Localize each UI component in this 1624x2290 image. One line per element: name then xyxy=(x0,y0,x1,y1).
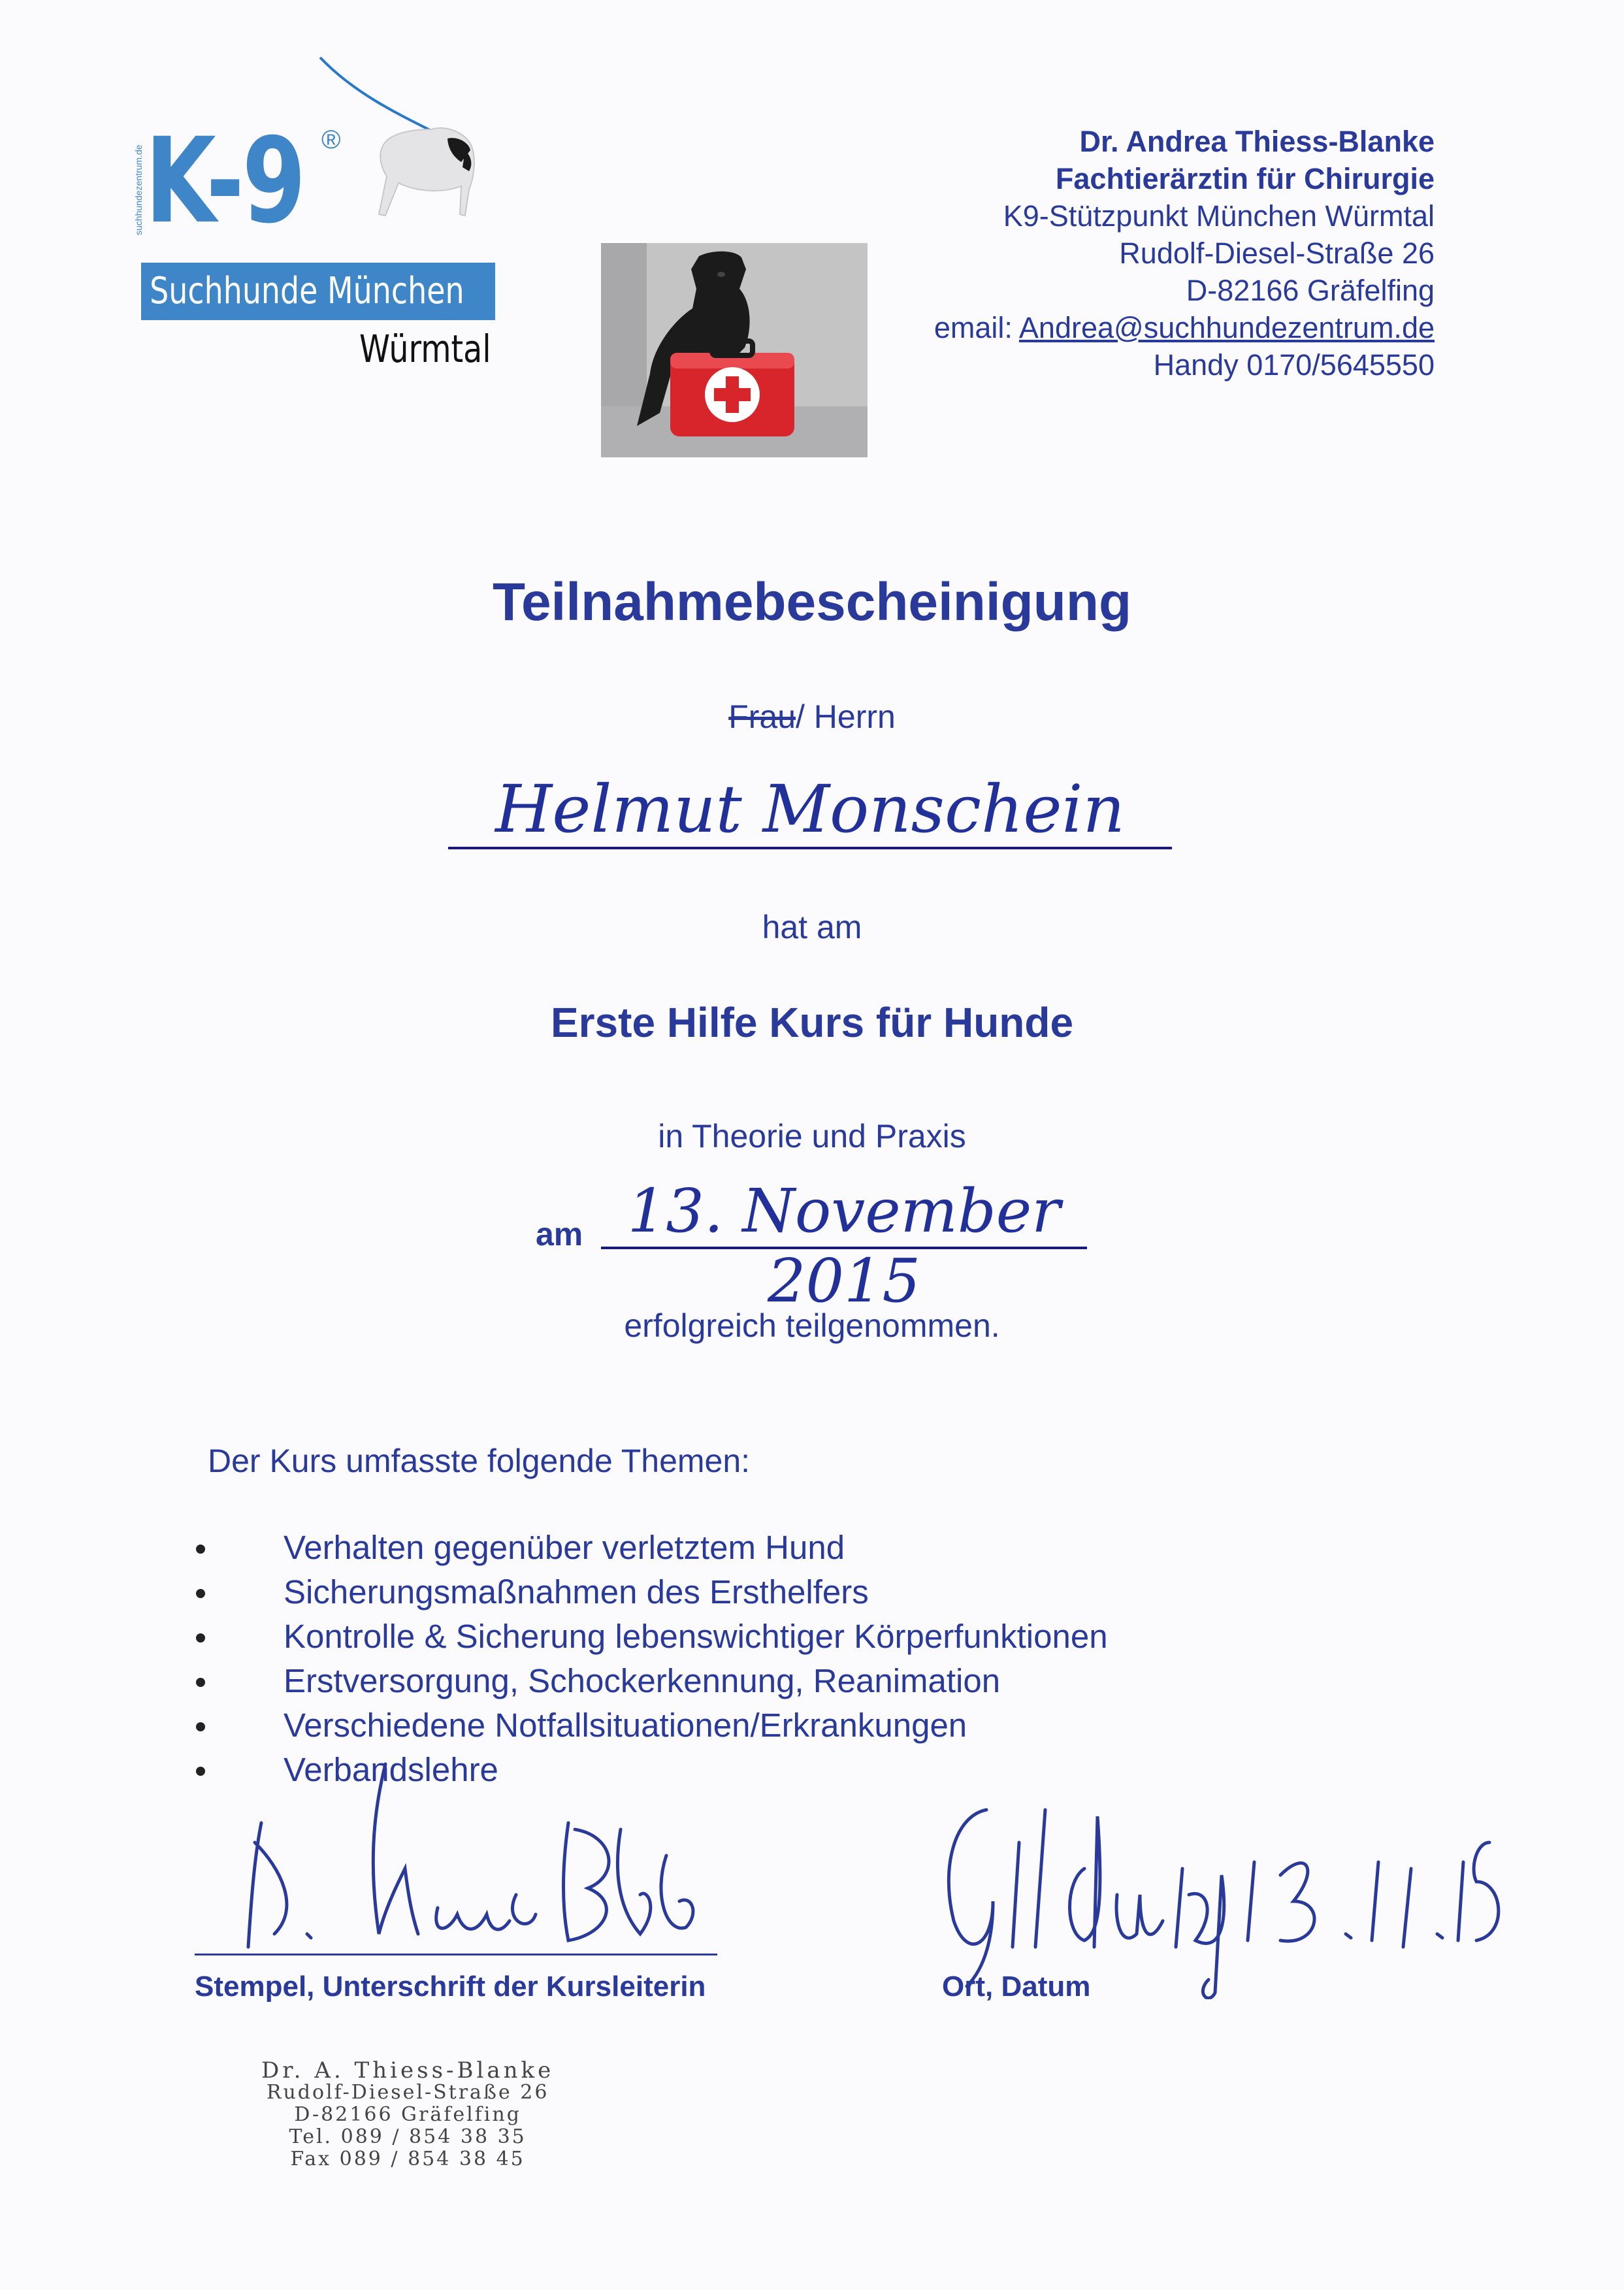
handwritten-place-date-image xyxy=(915,1790,1516,1999)
email-link[interactable]: Andrea@suchhundezentrum.de xyxy=(1018,311,1435,344)
topic-text: Kontrolle & Sicherung lebenswichtiger Körperfunktionen xyxy=(284,1618,1108,1655)
bullet-icon xyxy=(196,1545,205,1554)
course-mode: in Theorie und Praxis xyxy=(658,1118,966,1154)
topics-label: Der Kurs umfasste folgende Themen: xyxy=(208,1443,751,1479)
vet-email-row xyxy=(934,309,1435,346)
success-text: erfolgreich teilgenommen. xyxy=(624,1307,1000,1344)
salutation-rest: / Herrn xyxy=(796,698,896,735)
course-date: 13. November 2015 xyxy=(627,1176,1061,1316)
instructor-signature xyxy=(189,1738,725,1973)
logo-banner xyxy=(141,263,495,320)
signature-label: Stempel, Unterschrift der Kursleiterin xyxy=(195,1971,706,2003)
place-date-label: Ort, Datum xyxy=(942,1971,1091,2003)
logo-vertical-text: suchhundezentrum.de xyxy=(133,144,144,235)
topic-text: Erstversorgung, Schockerkennung, Reanimation xyxy=(284,1662,1001,1699)
list-item xyxy=(196,1659,1108,1703)
attended-text: hat am xyxy=(762,909,862,945)
bullet-icon xyxy=(196,1633,205,1643)
salutation xyxy=(0,698,1624,736)
stamp-line-5: Fax 089 / 854 38 45 xyxy=(290,2148,525,2170)
bullet-icon xyxy=(196,1678,205,1687)
stamp-line-3: D-82166 Gräfelfing xyxy=(294,2103,521,2126)
course-name: Erste Hilfe Kurs für Hunde xyxy=(550,999,1074,1046)
bullet-icon xyxy=(196,1722,205,1731)
handwritten-signature-image xyxy=(189,1738,725,1973)
vet-city: D-82166 Gräfelfing xyxy=(1186,274,1435,307)
k9-logo xyxy=(133,52,503,392)
logo-mark: K-9 xyxy=(145,113,304,250)
signature-line xyxy=(195,1954,717,1955)
stamp-line-1: Dr. A. Thiess-Blanke xyxy=(261,2057,555,2084)
vet-address-block xyxy=(934,123,1435,384)
bullet-icon xyxy=(196,1589,205,1598)
certificate-title: Teilnahmebescheinigung xyxy=(492,572,1132,632)
dog-silhouette-icon xyxy=(314,52,503,268)
address-stamp xyxy=(261,2059,554,2170)
vet-name: Dr. Andrea Thiess-Blanke xyxy=(1079,125,1435,158)
date-underline xyxy=(601,1247,1087,1249)
registered-mark: ® xyxy=(321,125,341,154)
logo-subtitle: Würmtal xyxy=(359,327,491,371)
topic-text: Verhalten gegenüber verletztem Hund xyxy=(284,1529,845,1566)
dog-photo xyxy=(601,243,868,457)
vet-phone: Handy 0170/5645550 xyxy=(1153,348,1435,382)
stamp-line-2: Rudolf-Diesel-Straße 26 xyxy=(266,2081,549,2104)
list-item xyxy=(196,1614,1108,1659)
vet-org: K9-Stützpunkt München Würmtal xyxy=(1003,199,1435,233)
dog-with-first-aid-case-image xyxy=(601,243,868,457)
list-item xyxy=(196,1570,1108,1614)
place-date-handwriting xyxy=(915,1790,1516,1999)
vet-title: Fachtierärztin für Chirurgie xyxy=(1055,162,1435,195)
logo-banner-text: Suchhunde München xyxy=(150,270,464,312)
list-item xyxy=(196,1526,1108,1570)
participant-name: Helmut Monschein xyxy=(495,771,1125,847)
vet-street: Rudolf-Diesel-Straße 26 xyxy=(1119,237,1435,270)
topic-text: Sicherungsmaßnahmen des Ersthelfers xyxy=(284,1573,869,1611)
stamp-line-4: Tel. 089 / 854 38 35 xyxy=(289,2125,527,2148)
topic-text: Verschiedene Notfallsituationen/Erkrankungen xyxy=(284,1707,967,1744)
date-label: am xyxy=(536,1216,583,1252)
topic-text: Verbandslehre xyxy=(284,1751,498,1788)
name-underline xyxy=(448,847,1172,849)
email-label: email: xyxy=(934,311,1019,344)
salutation-struck: Frau xyxy=(728,698,796,735)
